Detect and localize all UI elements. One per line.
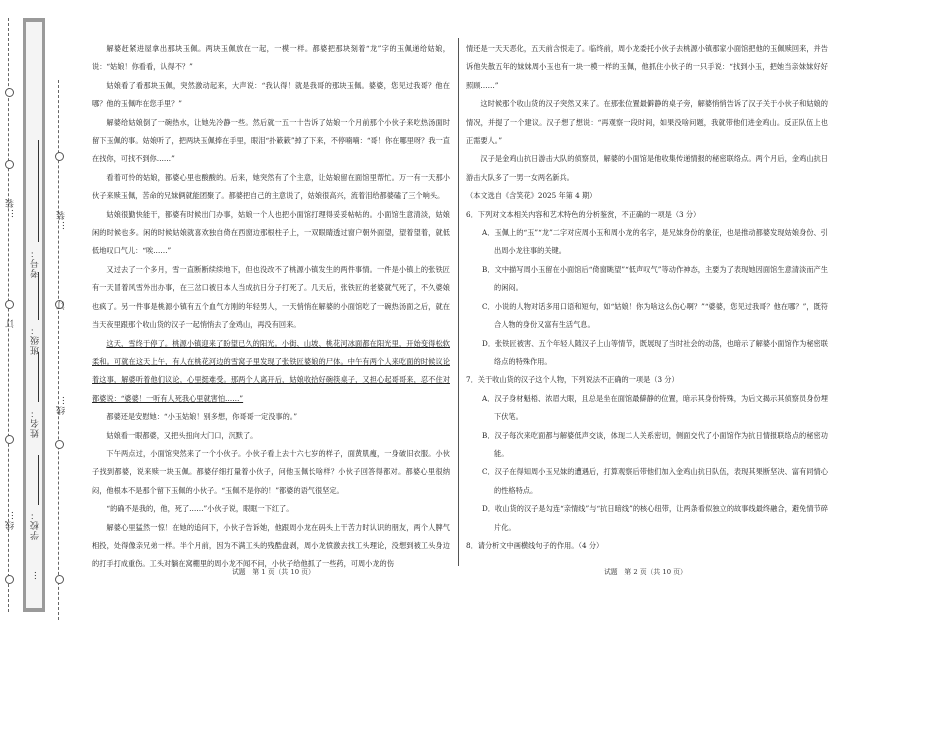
question-8-stem: 8．请分析文中画横线句子的作用。（4 分）: [466, 540, 604, 550]
paragraph: 解婆赶紧进屋拿出那块玉佩。两块玉佩放在一起，一模一样。都婆把那块刻着“龙”字的玉佩递给姑娘，说：“姑娘！你看看，认得不？”: [92, 44, 450, 72]
question-7-stem: 7．关于收山货的汉子这个人物，下列说法不正确的一项是（3 分）: [466, 375, 679, 385]
page-footer-left: 试题 第 1 页（共 10 页）: [232, 568, 315, 576]
paragraph: 这时候那个收山货的汉子突然又来了。在那张位置最僻静的桌子旁，解婆悄悄告诉了汉子关于小伙子和姑娘的情况，并提了一个建议。汉子想了想说：“再观察一段时间，如果没啥问题，我就带他们进金鸡山。反正队伍上也正需要人。”: [466, 99, 828, 146]
hole-circle: [5, 435, 14, 444]
name-field[interactable]: [38, 352, 39, 402]
paragraph: 这天，雪终于停了。桃源小镇迎来了盼望已久的阳光。小街、山坡、桃花河冰面都在阳光里，开始变得松软柔和。可就在这天上午，有人在桃花河边的雪窝子里发现了张铁匠婆娘的尸体。中午有两个人来吃面的时候议论着这事，解婆听着他们议论，心里挺难受。那两个人离开后，姑娘收拾好碗筷桌子，又担心起哥哥来，忍不住对都婆说：“婆婆！一听有人死我心里就害怕……”: [92, 338, 450, 403]
question-6-option-b: B．文中描写周小玉留在小面馆后“倚窗眺望”“低声叹气”等动作神态，主要为了表现她因面馆生意清淡而产生的闲闷。: [482, 264, 828, 293]
seal-label-top: …装: [57, 210, 67, 230]
seal-line: [58, 80, 60, 620]
paragraph: 姑娘看了看那块玉佩，突然激动起来，大声说：“我认得！就是我哥的那块玉佩。婆婆，您见过我哥？他在哪？他的玉佩咋在您手里？”: [92, 80, 450, 109]
left-column: [92, 40, 450, 574]
paragraph: 姑娘看一眼都婆，又把头扭向大门口，沉默了。: [106, 430, 258, 440]
hole-circle: [55, 152, 64, 161]
page-footer-right: 试题 第 2 页（共 10 页）: [604, 568, 687, 576]
question-7-option-d: D．收山货的汉子是勾连“亲情线”与“抗日暗线”的核心纽带，让两条看似独立的故事线最终融合，避免情节碎片化。: [482, 504, 828, 532]
cut-label-mid: 订: [6, 318, 16, 328]
question-7-option-b: B．汉子每次来吃面都与解婆低声交谈，体现二人关系密切，侧面交代了小面馆作为抗日情报联络点的秘密功能。: [482, 430, 828, 458]
class-label: 班级：: [31, 325, 41, 355]
paragraph: “的确不是我的，他，死了……”小伙子说，眼眶一下红了。: [106, 504, 294, 514]
hole-circle: [5, 300, 14, 309]
source-citation: （本文选自《含笑花》2025 年第 4 期）: [466, 191, 597, 201]
paragraph: 解婆心里猛然一惊！在她的追问下，小伙子告诉她，他跟周小龙在码头上干苦力时认识的朋友，两个人脾气相投，处得像亲兄弟一样。半个月前，因为不满工头的残酷盘剥，周小龙愤激去找工头理论，没想到被工头身边的打手打成重伤。工头对躺在窝棚里的周小龙不闻不问，小伙子给他抓了一些药，可周小龙的伤: [92, 522, 450, 569]
paragraph: 姑娘很勤快能干，都婆有时候出门办事，姑娘一个人也把小面馆打理得妥妥帖帖的。小面馆生意清淡，姑娘闲的时候也多。闲的时候姑娘就喜欢独自倚在西窗边那根柱子上，一双眼睛透过窗户朝外面望，望着望着，就低低地叹口气儿：“唉……”: [92, 209, 450, 256]
hole-circle: [55, 575, 64, 584]
hole-circle: [5, 160, 14, 169]
paragraph: 下午两点过，小面馆突然来了一个小伙子。小伙子看上去十六七岁的样子，面黄肌瘦，一身破旧衣服。小伙子找到都婆，说来赎一块玉佩。都婆仔细打量着小伙子，问他玉佩长啥样？小伙子回答得都对。都婆心里很纳闷，他根本不是那个留下玉佩的小伙子。“玉佩不是你的！”都婆的语气很坚定。: [92, 448, 450, 495]
question-6-stem: 6．下列对文本相关内容和艺术特色的分析鉴赏，不正确的一项是（3 分）: [466, 209, 701, 219]
hole-circle: [55, 440, 64, 449]
hole-circle: [5, 575, 14, 584]
paragraph: 看着可怜的姑娘，都婆心里也酸酸的。后来，她突然有了个主意，让姑娘留在面馆里帮忙。万一有一天那小伙子来赎玉佩，苦命的兄妹俩就能团聚了。都婆把自己的主意说了，姑娘很高兴，流着泪给都婆磕了三个响头。: [92, 172, 450, 201]
question-6-option-c: C．小说的人物对话多用口语和短句，如“姑娘！你为啥这么伤心啊？”“婆婆，您见过我哥？他在哪？”，既符合人物的身份又富有生活气息。: [482, 301, 828, 330]
school-label: 学校：: [31, 510, 41, 540]
question-6-option-a: A．玉佩上的“玉”“龙”二字对应周小玉和周小龙的名字，是兄妹身份的象征，也是推动都婆发现姑娘身份、引出周小龙往事的关键。: [482, 228, 828, 256]
hole-circle: [5, 88, 14, 97]
ellipsis-label: …: [29, 570, 39, 580]
id-field[interactable]: [38, 140, 39, 242]
name-label: 姓名：: [31, 408, 41, 438]
question-7-option-a: A．汉子身材魁梧、浓眉大眼，且总是坐在面馆最僻静的位置，暗示其身份特殊，为后文揭示其侦察员身份埋下伏笔。: [482, 393, 828, 422]
paragraph: 都婆还是安慰她：“小玉姑娘！别多想，你哥哥一定没事的。”: [106, 412, 298, 422]
class-field[interactable]: [38, 272, 39, 320]
right-column: [466, 40, 828, 555]
question-7-option-c: C．汉子在得知周小玉兄妹的遭遇后，打算观察后带他们加入金鸡山抗日队伍，表现其果断坚决、富有同情心的性格特点。: [482, 467, 828, 495]
seal-label-mid: 订: [57, 300, 67, 310]
cut-label-top: …装: [6, 198, 16, 218]
paragraph: 情还是一天天恶化，五天前含恨走了。临终前，周小龙委托小伙子去桃源小镇那家小面馆把他的玉佩赎回来，并告诉他失散五年的妹妹周小玉也有一块一模一样的玉佩，他抓住小伙子的一只手说：“找到小玉，把她当亲妹妹好好照顾……”: [466, 44, 828, 90]
cut-label-bottom: 线…: [6, 510, 16, 530]
question-6-option-d: D．张铁匠被害、五个年轻人随汉子上山等情节，既展现了当时社会的动荡，也暗示了解婆小面馆作为秘密联络点的特殊作用。: [482, 338, 828, 366]
paragraph: 汉子是金鸡山抗日游击大队的侦察员，解婆的小面馆是他收集传递情报的秘密联络点。两个月后，金鸡山抗日游击大队多了一男一女两名新兵。: [466, 154, 828, 182]
id-label: 考号：: [31, 248, 41, 278]
paragraph: 解婆给姑娘倒了一碗热水，让她先冷静一些。然后就一五一十告诉了姑娘一个月前那个小伙子来吃热汤面时留下玉佩的事。姑娘听了，把两块玉佩捧在手里，眼泪“扑簌簌”掉了下来，不停喃喃：“哥！你在哪里呀？我一直在找你，可找不到你……”: [92, 117, 450, 164]
column-divider: [458, 38, 459, 566]
paragraph: 又过去了一个多月，雪一直断断续续地下，但也没改不了桃源小镇发生的两件事情。一件是小镇上的张铁匠有一天冒着风雪外出办事，在三岔口被日本人当成抗日分子打死了。几天后，张铁匠的老婆就气死了，不久婆娘也疯了。另一件事是桃源小镇有五个血气方刚的年轻男人，一天悄悄在解婆的小面馆吃了一碗热汤面之后，就在当天夜里跟那个收山货的汉子一起悄悄去了金鸡山，再没有回来。: [92, 264, 450, 330]
seal-label-bottom: 线…: [57, 395, 67, 415]
school-field[interactable]: [38, 455, 39, 505]
